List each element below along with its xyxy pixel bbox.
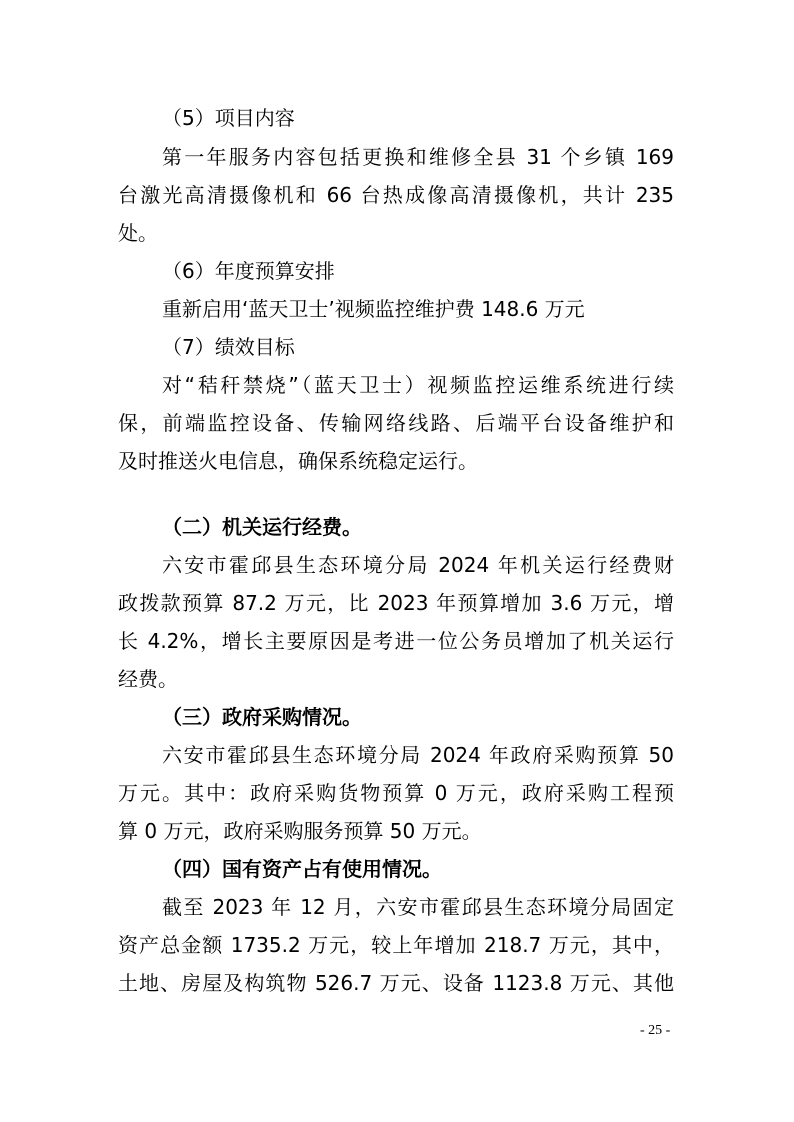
item-5-heading: （5）项目内容 <box>162 106 295 130</box>
paragraph-line: 长 4.2%，增长主要原因是考进一位公务员增加了机关运行 <box>118 629 674 653</box>
paragraph-line: 保，前端监控设备、传输网络线路、后端平台设备维护和 <box>118 411 674 435</box>
section-heading-state-assets: （四）国有资产占有使用情况。 <box>162 857 442 881</box>
paragraph-line: 六安市霍邱县生态环境分局 2024 年机关运行经费财 <box>162 553 674 577</box>
page-number: - 25 - <box>640 1023 671 1038</box>
paragraph-line: 万元。其中：政府采购货物预算 0 万元，政府采购工程预 <box>118 781 674 805</box>
section-heading-procurement: （三）政府采购情况。 <box>162 705 362 729</box>
paragraph-line: 算 0 万元，政府采购服务预算 50 万元。 <box>118 819 482 843</box>
paragraph-line: 土地、房屋及构筑物 526.7 万元、设备 1123.8 万元、其他 <box>118 971 674 995</box>
paragraph-line: 处。 <box>118 221 158 245</box>
paragraph-line: 重新启用‘蓝天卫士’视频监控维护费 148.6 万元 <box>162 297 585 321</box>
paragraph-line: 政拨款预算 87.2 万元，比 2023 年预算增加 3.6 万元，增 <box>118 591 674 615</box>
paragraph-line: 资产总金额 1735.2 万元，较上年增加 218.7 万元，其中， <box>118 933 674 957</box>
paragraph-line: 台激光高清摄像机和 66 台热成像高清摄像机，共计 235 <box>118 183 674 207</box>
paragraph-line: 截至 2023 年 12 月，六安市霍邱县生态环境分局固定 <box>162 895 674 919</box>
paragraph-line: 对“秸秆禁烧”（蓝天卫士）视频监控运维系统进行续 <box>162 373 674 397</box>
paragraph-line: 及时推送火电信息，确保系统稳定运行。 <box>118 449 478 473</box>
item-6-heading: （6）年度预算安排 <box>162 259 335 283</box>
item-7-heading: （7）绩效目标 <box>162 335 295 359</box>
paragraph-line: 第一年服务内容包括更换和维修全县 31 个乡镇 169 <box>162 145 674 169</box>
section-heading-operating-costs: （二）机关运行经费。 <box>162 515 362 539</box>
paragraph-line: 六安市霍邱县生态环境分局 2024 年政府采购预算 50 <box>162 743 674 767</box>
paragraph-line: 经费。 <box>118 667 178 691</box>
